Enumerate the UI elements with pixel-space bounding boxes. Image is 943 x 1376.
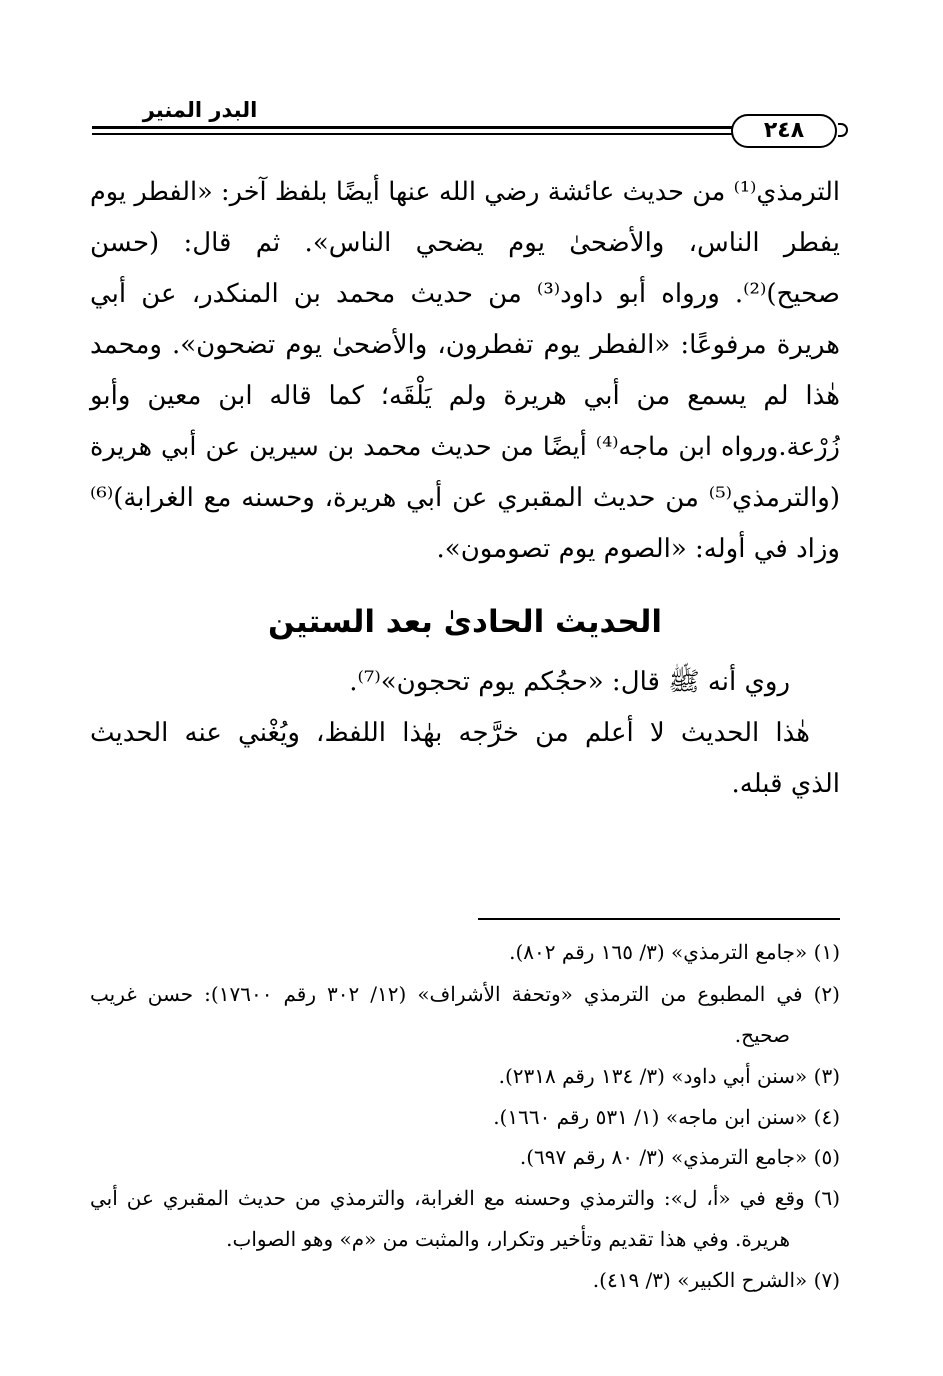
body-line-3: صحيح)⁽²⁾. ورواه أبو داود⁽³⁾ من حديث محمد بن المنكدر، عن أبي bbox=[90, 279, 840, 309]
body-line-7: (والترمذي⁽⁵⁾ من حديث المقبري عن أبي هريرة، وحسنه مع الغرابة)⁽⁶⁾ bbox=[90, 483, 840, 513]
footnote-6-continued: هريرة. وفي هذا تقديم وتأخير وتكرار، والمثبت من «م» وهو الصواب. bbox=[226, 1227, 790, 1251]
header-rule bbox=[92, 126, 833, 129]
footnote-2-continued: صحيح. bbox=[734, 1023, 790, 1047]
footnote-3: (٣) «سنن أبي داود» (٣/ ١٣٤ رقم ٢٣١٨). bbox=[498, 1064, 840, 1088]
section-line-2: هٰذا الحديث لا أعلم من خرَّجه بهٰذا اللفظ، ويُغْني عنه الحديث bbox=[90, 718, 810, 748]
section-line-1: روي أنه ﷺ قال: «حجُكم يوم تحجون»⁽⁷⁾. bbox=[349, 667, 790, 697]
footnote-4: (٤) «سنن ابن ماجه» (١/ ٥٣١ رقم ١٦٦٠). bbox=[493, 1105, 840, 1129]
body-line-1: الترمذي⁽¹⁾ من حديث عائشة رضي الله عنها أيضًا بلفظ آخر: «الفطر يوم bbox=[90, 177, 840, 207]
body-line-8: وزاد في أوله: «الصوم يوم تصومون». bbox=[436, 534, 840, 564]
footnote-6: (٦) وقع في «أ، ل»: والترمذي وحسنه مع الغرابة، والترمذي من حديث المقبري عن أبي bbox=[90, 1186, 840, 1210]
footnote-7: (٧) «الشرح الكبير» (٣/ ٤١٩). bbox=[592, 1268, 840, 1292]
footnote-1: (١) «جامع الترمذي» (٣/ ١٦٥ رقم ٨٠٢). bbox=[509, 940, 840, 964]
body-line-6: زُرْعة.ورواه ابن ماجه⁽⁴⁾ أيضًا من حديث محمد بن سيرين عن أبي هريرة bbox=[90, 432, 840, 462]
section-heading: الحديث الحادىٰ بعد الستين bbox=[268, 604, 662, 640]
footnote-rule bbox=[478, 918, 840, 920]
footnote-5: (٥) «جامع الترمذي» (٣/ ٨٠ رقم ٦٩٧). bbox=[519, 1145, 840, 1169]
page-number: ٢٤٨ bbox=[731, 114, 837, 148]
running-header-title: البدر المنير bbox=[142, 98, 258, 122]
footnote-2: (٢) في المطبوع من الترمذي «وتحفة الأشراف» (١٢/ ٣٠٢ رقم ١٧٦٠٠): حسن غريب bbox=[90, 982, 840, 1006]
body-line-5: هٰذا لم يسمع من أبي هريرة ولم يَلْقَه؛ كما قاله ابن معين وأبو bbox=[90, 381, 840, 411]
body-line-2: يفطر الناس، والأضحىٰ يوم يضحي الناس». ثم قال: (حسن bbox=[90, 228, 840, 258]
body-line-4: هريرة مرفوعًا: «الفطر يوم تفطرون، والأضحىٰ يوم تضحون». ومحمد bbox=[90, 330, 840, 360]
section-line-3: الذي قبله. bbox=[731, 769, 840, 799]
header-rule-thin bbox=[92, 133, 833, 135]
header-rule-end-cap bbox=[838, 123, 848, 137]
